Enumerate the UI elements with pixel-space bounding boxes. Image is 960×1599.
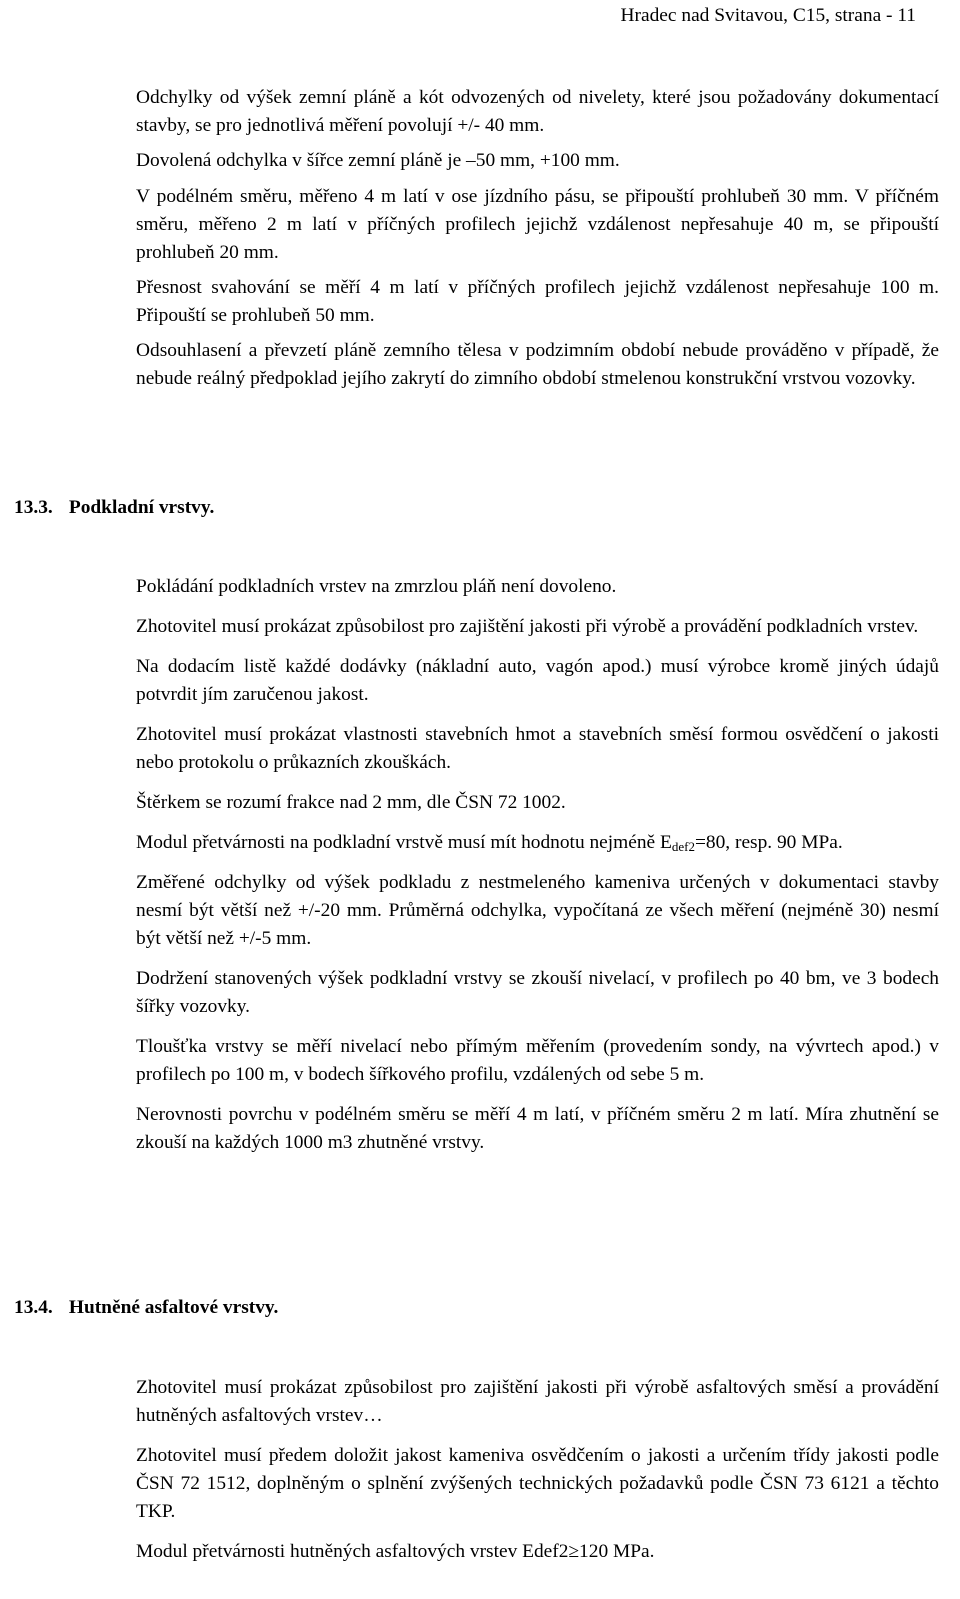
paragraph: Štěrkem se rozumí frakce nad 2 mm, dle ČSN 72 1002. xyxy=(136,792,566,813)
paragraph: Přesnost svahování se měří 4 m latí v příčných profilech jejichž vzdálenost nepřesahuje 100 m. Připouští se prohlubeň 50 mm. xyxy=(136,277,939,326)
section-title: Hutněné asfaltové vrstvy. xyxy=(68,1297,279,1318)
paragraph: Dovolená odchylka v šířce zemní pláně je –50 mm, +100 mm. xyxy=(136,150,620,171)
section-number: 13.4. xyxy=(14,1297,53,1318)
paragraph: Pokládání podkladních vrstev na zmrzlou pláň není dovoleno. xyxy=(136,576,617,597)
paragraph: Modul přetvárnosti hutněných asfaltových vrstev Edef2≥120 MPa. xyxy=(136,1541,655,1562)
paragraph: Změřené odchylky od výšek podkladu z nestmeleného kameniva určených v dokumentaci stavby nesmí být větší než +/-20 mm. Průměrná odchylka, vypočítaná ze všech měření (nejméně 30) nesmí být větší než +/-5 mm. xyxy=(136,872,939,949)
section-3-body xyxy=(136,1374,939,1566)
text-run: =80, resp. 90 MPa. xyxy=(694,832,843,853)
paragraph: Odsouhlasení a převzetí pláně zemního tělesa v podzimním období nebude prováděno v případě, že nebude reálný předpoklad jejího zakrytí do zimního období stmelenou konstrukční vrstvou vozovky. xyxy=(136,340,939,389)
text-run: Modul přetvárnosti na podkladní vrstvě musí mít hodnotu nejméně E xyxy=(136,832,672,853)
paragraph: Zhotovitel musí předem doložit jakost kameniva osvědčením o jakosti a určením třídy jakosti podle ČSN 72 1512, doplněným o splnění zvýšených technických požadavků podle ČSN 73 6121 a těchto TKP. xyxy=(136,1445,939,1522)
running-header: Hradec nad Svitavou, C15, strana - 11 xyxy=(620,5,916,26)
paragraph: Zhotovitel musí prokázat vlastnosti stavebních hmot a stavebních směsí formou osvědčení o jakosti nebo protokolu o průkazních zkouškách. xyxy=(136,724,939,773)
paragraph: Tloušťka vrstvy se měří nivelací nebo přímým měřením (provedením sondy, na vývrtech apod.) v profilech po 100 m, v bodech šířkového profilu, vzdálených od sebe 5 m. xyxy=(136,1036,939,1085)
section-heading xyxy=(14,1294,278,1322)
section-2-body xyxy=(136,573,939,1157)
section-1-body xyxy=(136,84,939,393)
paragraph xyxy=(136,829,939,857)
paragraph: Zhotovitel musí prokázat způsobilost pro zajištění jakosti při výrobě asfaltových směsí a provádění hutněných asfaltových vrstev… xyxy=(136,1377,939,1426)
paragraph: Dodržení stanovených výšek podkladní vrstvy se zkouší nivelací, v profilech po 40 bm, ve 3 bodech šířky vozovky. xyxy=(136,968,939,1017)
paragraph: Odchylky od výšek zemní pláně a kót odvozených od nivelety, které jsou požadovány dokumentací stavby, se pro jednotlivá měření povolují +/- 40 mm. xyxy=(136,87,939,136)
section-title: Podkladní vrstvy. xyxy=(68,497,215,518)
section-heading xyxy=(14,494,214,522)
subscript: def2 xyxy=(671,839,695,854)
section-number: 13.3. xyxy=(14,497,53,518)
paragraph: Zhotovitel musí prokázat způsobilost pro zajištění jakosti při výrobě a provádění podkladních vrstev. xyxy=(136,616,919,637)
paragraph: V podélném směru, měřeno 4 m latí v ose jízdního pásu, se připouští prohlubeň 30 mm. V příčném směru, měřeno 2 m latí v příčných profilech jejichž vzdálenost nepřesahuje 40 m, se připouští prohlubeň 20 mm. xyxy=(136,186,939,263)
paragraph: Nerovnosti povrchu v podélném směru se měří 4 m latí, v příčném směru 2 m latí. Míra zhutnění se zkouší na každých 1000 m3 zhutněné vrstvy. xyxy=(136,1104,939,1153)
paragraph: Na dodacím listě každé dodávky (nákladní auto, vagón apod.) musí výrobce kromě jiných údajů potvrdit jím zaručenou jakost. xyxy=(136,656,939,705)
